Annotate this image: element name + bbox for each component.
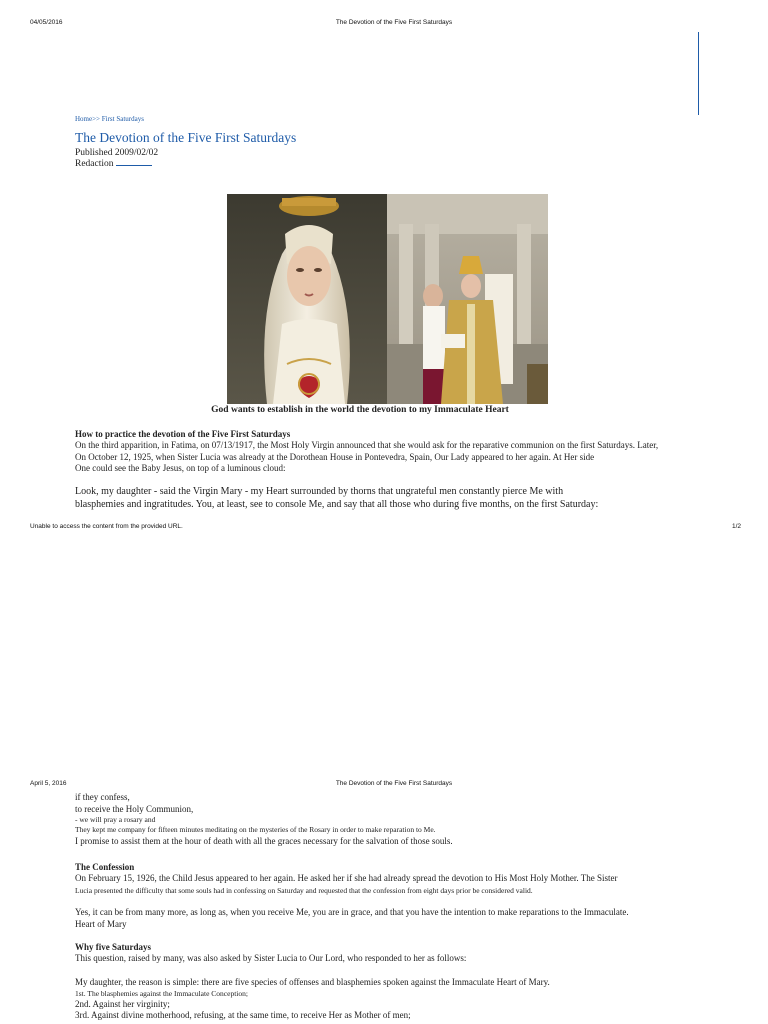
answer-paragraph — [75, 977, 675, 1022]
section-heading-confession: The Confession — [75, 862, 135, 872]
print-doc-title: The Devotion of the Five First Saturdays — [335, 19, 453, 26]
page-title: The Devotion of the Five First Saturdays — [75, 130, 297, 145]
print-doc-title: The Devotion of the Five First Saturdays — [335, 780, 453, 787]
offense-list-item: 3rd. Against divine motherhood, refusing, at the same time, to receive Her as Mother of men; — [75, 1010, 411, 1020]
paragraph-line: On the third apparition, in Fatima, on 07/13/1917, the Most Holy Virgin announced that she would ask for the reparative communion on the first Saturdays. Later, — [75, 440, 659, 450]
page-date: April 5, 2016 — [30, 780, 67, 787]
section-heading-practice: How to practice the devotion of the Five First Saturdays — [75, 429, 291, 439]
offense-list-item: 1st. The blasphemies against the Immaculate Conception; — [75, 988, 248, 998]
published-date: Published 2009/02/02 — [75, 148, 159, 158]
page-number: 1/2 — [732, 523, 742, 530]
breadcrumb[interactable]: Home>> First Saturdays — [75, 115, 144, 123]
vertical-rule — [698, 32, 699, 115]
paragraph-line: My daughter, the reason is simple: there are five species of offenses and blasphemies spoken against the Immaculate Heart of Mary. — [75, 977, 550, 987]
paragraph-line: One could see the Baby Jesus, on top of a luminous cloud: — [75, 463, 286, 473]
quote-paragraph — [75, 486, 675, 511]
quote-line: blasphemies and ingratitudes. You, at least, see to console Me, and say that all those who during five months, on the first Saturday: — [75, 498, 599, 510]
promise-line: to receive the Holy Communion, — [75, 803, 194, 814]
paragraph-line: Lucia presented the difficulty that some souls had in confessing on Saturday and requested that the confession from eight days prior be considered valid. — [75, 885, 533, 895]
photo-caption: God wants to establish in the world the devotion to my Immaculate Heart — [211, 405, 509, 415]
redaction-link[interactable] — [116, 165, 152, 166]
practice-paragraph — [75, 440, 675, 475]
response-paragraph — [75, 907, 675, 930]
promise-line: I promise to assist them at the hour of death with all the graces necessary for the salvation of those souls. — [75, 836, 453, 846]
paragraph-line: On February 15, 1926, the Child Jesus appeared to her again. He asked her if she had already spread the devotion to His Most Holy Mother. The Sister — [75, 873, 618, 883]
paragraph-line: Heart of Mary — [75, 918, 127, 929]
promise-line: They kept me company for fifteen minutes meditating on the mysteries of the Rosary in order to make reparation to Me. — [75, 825, 436, 834]
page-footer-note: Unable to access the content from the provided URL. — [30, 523, 183, 530]
quote-line: Look, my daughter - said the Virgin Mary - my Heart surrounded by thorns that ungrateful men constantly pierce Me with — [75, 486, 564, 497]
promise-line-small: - we will pray a rosary and — [75, 815, 156, 824]
section-heading-why: Why five Saturdays — [75, 942, 152, 952]
article-photo — [227, 194, 548, 404]
redaction-label: Redaction — [75, 159, 114, 169]
page-date: 04/05/2016 — [30, 19, 63, 26]
paragraph-line: On October 12, 1925, when Sister Lucia was already at the Dorothean House in Pontevedra, Spain, Our Lady appeared to her again. At Her side — [75, 451, 595, 462]
offense-list-item: 2nd. Against her virginity; — [75, 998, 170, 1009]
promise-line: if they confess, — [75, 792, 130, 802]
paragraph-line: Yes, it can be from many more, as long as, when you receive Me, you are in grace, and that you have the intention to make reparations to the Immaculate. — [75, 907, 629, 917]
promise-list — [75, 792, 655, 848]
redaction-line — [75, 159, 152, 169]
why-paragraph: This question, raised by many, was also asked by Sister Lucia to Our Lord, who responded to her as follows: — [75, 953, 467, 963]
confession-paragraph — [75, 873, 675, 897]
